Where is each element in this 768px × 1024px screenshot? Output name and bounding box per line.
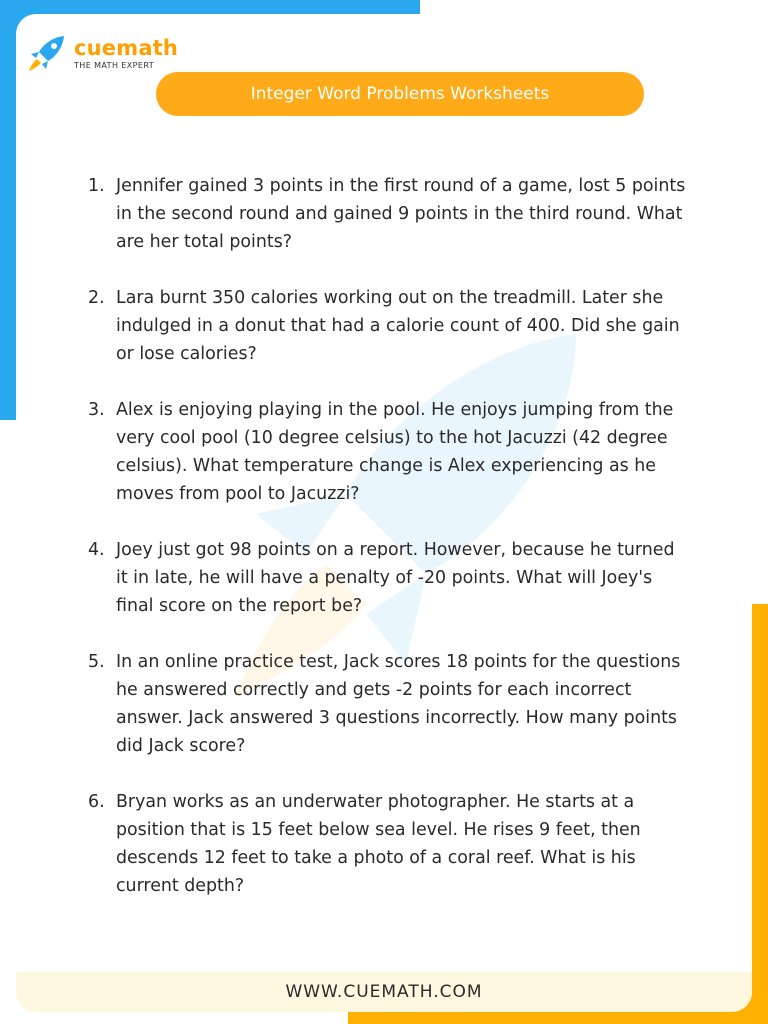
problem-text: Jennifer gained 3 points in the first round of a game, lost 5 points in the second round and gained 9 points in the third round. What are her total points? bbox=[116, 176, 686, 252]
problem-item bbox=[88, 648, 688, 760]
problem-item bbox=[88, 536, 688, 620]
problem-number: 3. bbox=[88, 400, 105, 420]
problem-item bbox=[88, 284, 688, 368]
problem-number: 5. bbox=[88, 652, 105, 672]
problem-text: Lara burnt 350 calories working out on the treadmill. Later she indulged in a donut that had a calorie count of 400. Did she gain or lose calories? bbox=[116, 288, 680, 364]
logo-tagline: THE MATH EXPERT bbox=[74, 60, 154, 70]
problem-text: In an online practice test, Jack scores 18 points for the questions he answered correctly and gets -2 points for each incorrect answer. Jack answered 3 questions incorrectly. How many points did Jack score? bbox=[116, 652, 681, 756]
problem-text: Joey just got 98 points on a report. However, because he turned it in late, he will have a penalty of -20 points. What will Joey's final score on the report be? bbox=[116, 540, 675, 616]
problem-number: 1. bbox=[88, 176, 105, 196]
logo-wordmark: cuemath bbox=[74, 35, 179, 60]
problem-item bbox=[88, 172, 688, 256]
worksheet-title: Integer Word Problems Worksheets bbox=[156, 72, 644, 116]
rocket-logo-icon bbox=[26, 32, 68, 74]
problem-item bbox=[88, 396, 688, 508]
cuemath-logo bbox=[26, 32, 178, 74]
footer-website: WWW.CUEMATH.COM bbox=[16, 972, 752, 1012]
problem-number: 2. bbox=[88, 288, 105, 308]
worksheet-page bbox=[16, 14, 752, 1012]
problem-item bbox=[88, 788, 688, 900]
problem-number: 4. bbox=[88, 540, 105, 560]
problem-text: Alex is enjoying playing in the pool. He enjoys jumping from the very cool pool (10 degree celsius) to the hot Jacuzzi (42 degree celsius). What temperature change is Alex experiencing as he moves from pool to Jacuzzi? bbox=[116, 400, 674, 504]
problem-list bbox=[88, 172, 688, 928]
problem-text: Bryan works as an underwater photographer. He starts at a position that is 15 feet below sea level. He rises 9 feet, then descends 12 feet to take a photo of a coral reef. What is his current depth? bbox=[116, 792, 641, 896]
problem-number: 6. bbox=[88, 792, 105, 812]
